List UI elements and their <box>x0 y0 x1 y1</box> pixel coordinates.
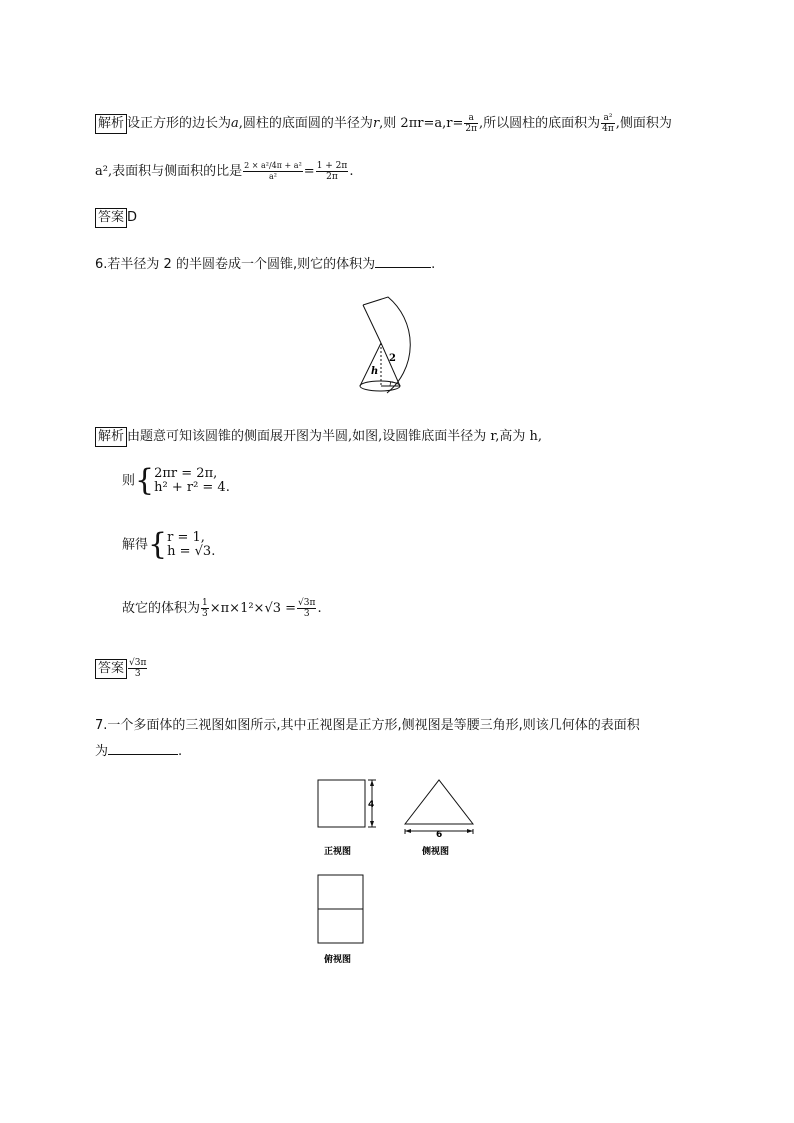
var-r: r <box>372 116 380 131</box>
text: ,圆柱的底面圆的半径为 <box>238 116 373 131</box>
text: . <box>178 744 183 759</box>
q6-volume <box>122 597 322 619</box>
text: a²,表面积与侧面积的比是 <box>95 164 243 179</box>
numerator: 2 × a²/4π + a² <box>244 161 302 170</box>
q6-answer <box>95 658 148 679</box>
fraction <box>464 113 478 134</box>
denominator: 3 <box>202 609 208 619</box>
denominator: 3 <box>134 669 141 679</box>
equation: r = 1, <box>167 530 205 545</box>
dim-4: 4 <box>368 800 375 810</box>
result-system <box>167 531 215 559</box>
label-r: r <box>389 379 393 388</box>
text: ×π×1²×√3 = <box>209 601 297 616</box>
fraction <box>297 598 316 619</box>
p5-solution-line1 <box>95 112 672 134</box>
q6-result <box>122 527 216 562</box>
brace: { <box>135 463 155 498</box>
equation: h = √3. <box>167 544 216 559</box>
numerator: a² <box>601 113 615 124</box>
front-view <box>318 780 365 827</box>
brace: { <box>148 527 168 562</box>
denominator: 2π <box>326 172 338 182</box>
text: a,r= <box>434 116 464 131</box>
text: ,则 2πr= <box>379 116 435 131</box>
question-text: 为 <box>95 744 109 759</box>
text: . <box>317 601 322 616</box>
numerator: 1 <box>202 598 208 608</box>
numerator: √3π <box>129 658 147 668</box>
fraction <box>128 658 147 679</box>
front-view-label: 正视图 <box>324 847 352 857</box>
question-7-line1 <box>95 714 640 733</box>
question-text: 7.一个多面体的三视图如图所示,其中正视图是正方形,侧视图是等腰三角形,则该几何体的表面积 <box>95 718 640 733</box>
text: . <box>431 257 436 272</box>
denominator: 4π <box>602 124 614 134</box>
fraction <box>316 161 349 182</box>
side-view <box>405 780 473 824</box>
q6-system <box>122 463 230 498</box>
text: 解得 <box>122 537 149 553</box>
text: 由题意可知该圆锥的侧面展开图为半圆,如图,设圆锥底面半径为 r,高为 h, <box>127 429 542 444</box>
answer-tag: 答案 <box>95 208 127 228</box>
text: . <box>349 164 354 179</box>
p5-answer <box>95 208 137 228</box>
answer-value: D <box>127 210 138 225</box>
p5-solution-line2 <box>95 160 353 182</box>
solution-tag: 解析 <box>95 427 127 447</box>
question-6 <box>95 253 435 272</box>
label-2: 2 <box>389 353 396 364</box>
equation: h² + r² = 4. <box>154 480 230 495</box>
equation-system <box>154 467 230 495</box>
text: ,所以圆柱的底面积为 <box>479 116 601 131</box>
text: ,侧面积为 <box>615 116 672 131</box>
numerator: a <box>464 113 478 124</box>
numerator: 1 + 2π <box>316 161 348 171</box>
equation: 2πr = 2π, <box>154 466 218 481</box>
numerator: √3π <box>298 598 316 608</box>
denominator: a² <box>268 172 277 181</box>
label-h: h <box>371 366 379 377</box>
var-a: a <box>231 116 239 131</box>
answer-blank <box>375 253 431 268</box>
side-view-label: 侧视图 <box>422 847 450 857</box>
answer-tag: 答案 <box>95 659 127 679</box>
dim-6: 6 <box>436 830 443 840</box>
question-text: 6.若半径为 2 的半圆卷成一个圆锥,则它的体积为 <box>95 257 376 272</box>
fraction <box>201 598 209 619</box>
three-view-figure <box>310 772 490 972</box>
solution-tag: 解析 <box>95 114 127 134</box>
text: 设正方形的边长为 <box>127 116 232 131</box>
equals: = <box>303 164 315 179</box>
denominator: 2π <box>465 124 477 134</box>
fraction <box>601 113 615 134</box>
question-7-line2 <box>95 740 182 759</box>
fraction <box>243 161 303 182</box>
denominator: 3 <box>303 609 310 619</box>
top-view-label: 俯视图 <box>324 955 352 965</box>
cone-figure <box>350 290 440 400</box>
text: 故它的体积为 <box>122 601 201 616</box>
text: 则 <box>122 473 136 489</box>
answer-blank <box>108 740 178 755</box>
q6-solution-line1 <box>95 425 542 447</box>
